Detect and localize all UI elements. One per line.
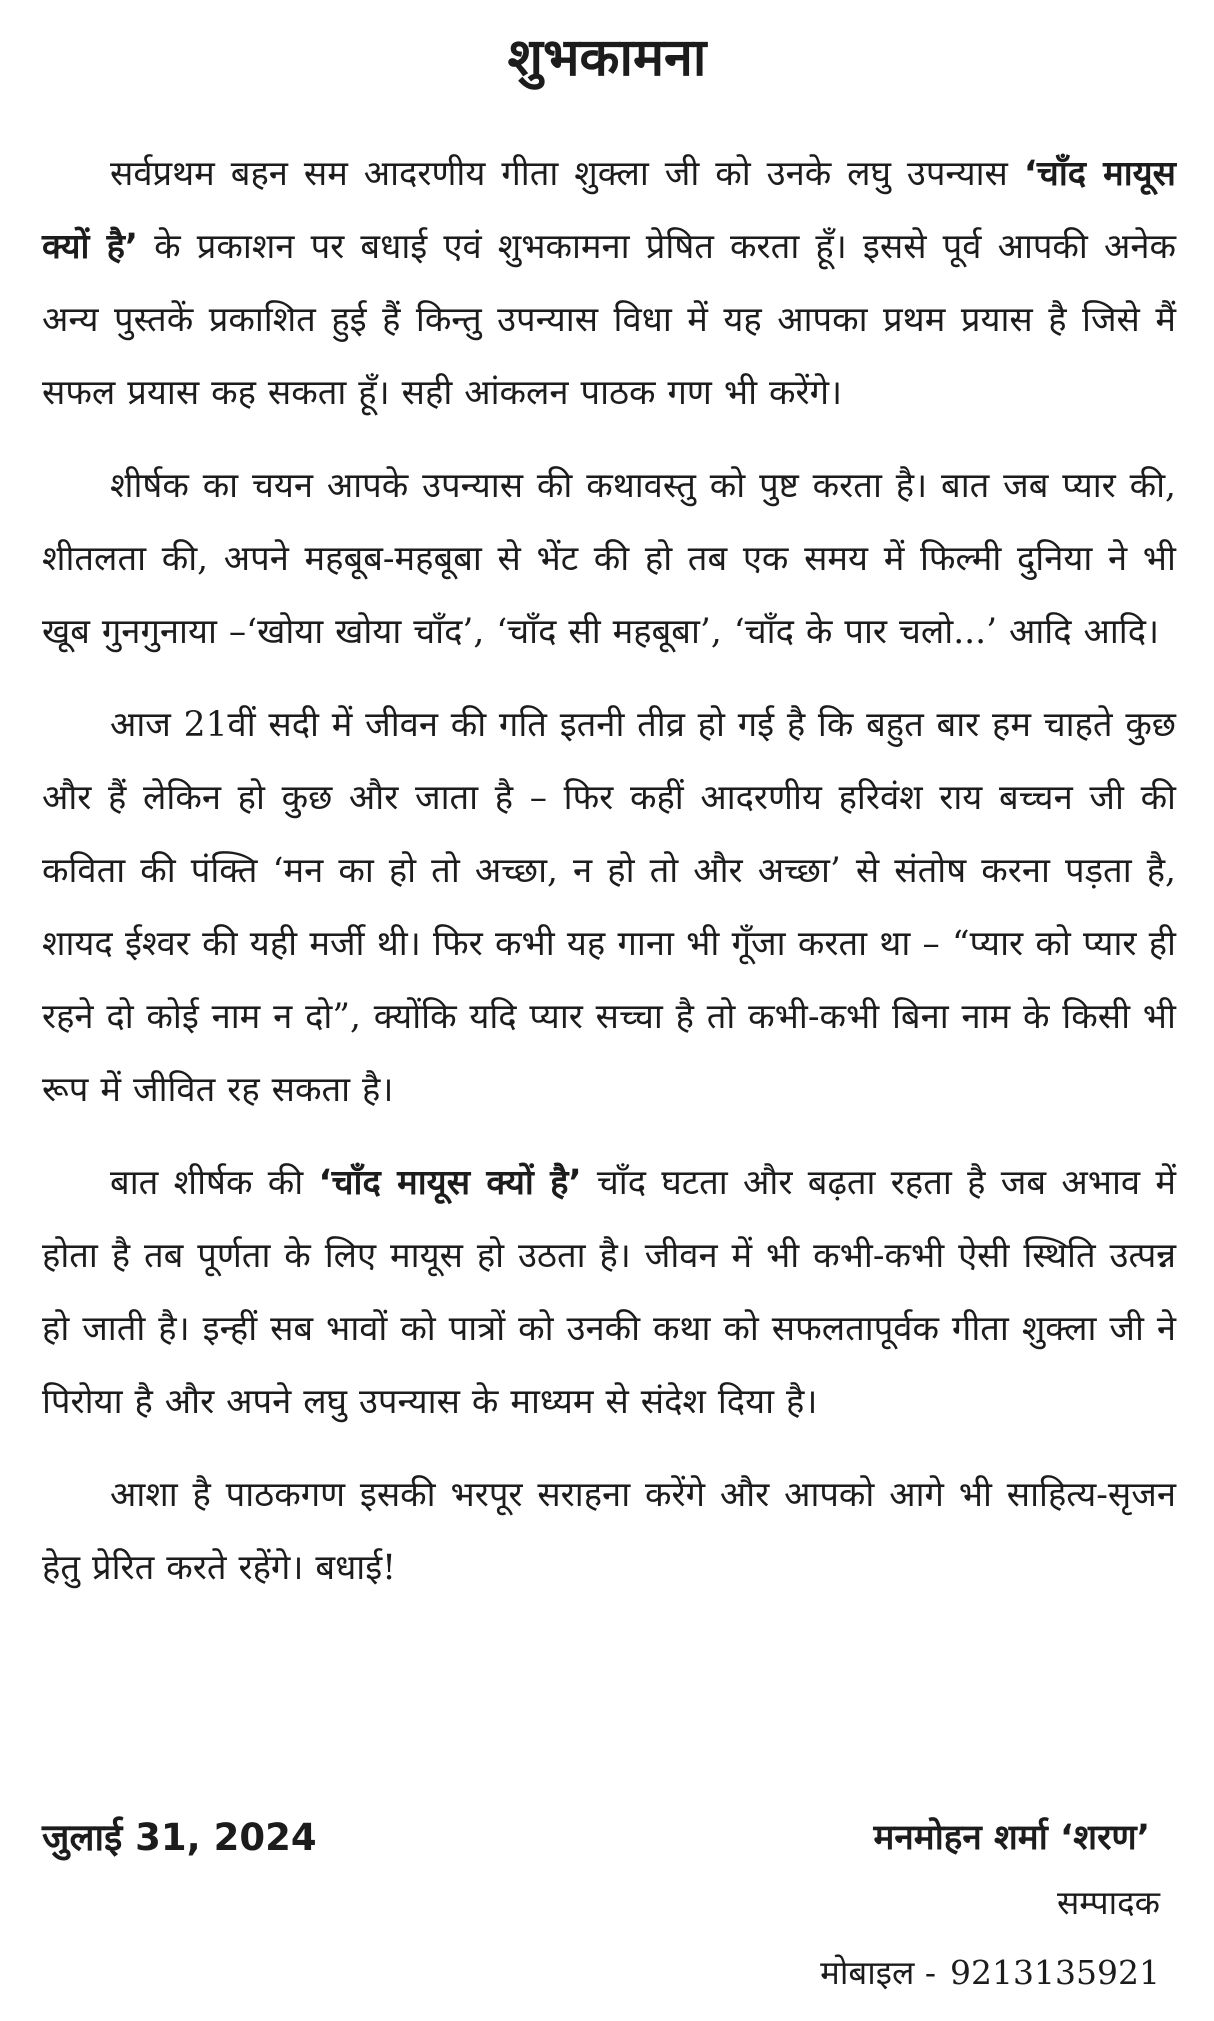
page-title: शुभकामना — [507, 28, 707, 88]
signer-role: सम्पादक — [1057, 1883, 1160, 1922]
paragraph-2 — [42, 450, 1176, 669]
book-title-bold: ‘चाँद मायूस क्यों है’ — [42, 154, 1176, 267]
paragraph-1 — [42, 138, 1176, 430]
signer-mobile — [820, 1938, 1160, 2008]
letter-date: जुलाई 31, 2024 — [42, 1816, 317, 1859]
paragraph-4-text-cont: चाँद घटता और बढ़ता रहता है जब अभाव में होता है तब पूर्णता के लिए मायूस हो उठता है। जीवन में भी कभी-कभी ऐसी स्थिति उत्पन्न हो जाती है। इन्हीं सब भावों को पात्रों को उनकी कथा को सफलतापूर्वक गीता शुक्ला जी ने पिरोया है और अपने लघु उपन्यास के माध्यम से संदेश दिया है। — [42, 1163, 1177, 1422]
mobile-label: मोबाइल - — [820, 1953, 937, 1992]
signature-block — [820, 1808, 1160, 2008]
paragraph-3-text: आज 21वीं सदी में जीवन की गति इतनी तीव्र हो गई है कि बहुत बार हम चाहते कुछ और हैं लेकिन हो कुछ और जाता है – फिर कहीं आदरणीय हरिवंश राय बच्चन जी की कविता की पंक्ति ‘मन का हो तो अच्छा, न हो तो और अच्छा’ से संतोष करना पड़ता है, शायद ईश्वर की यही मर्जी थी। फिर कभी यह गाना भी गूँजा करता था – “प्यार को प्यार ही रहने दो कोई नाम न दो”, क्योंकि यदि प्यार सच्चा है तो कभी-कभी बिना नाम के किसी भी रूप में जीवित रह सकता है। — [42, 705, 1176, 1110]
paragraph-3 — [42, 689, 1176, 1127]
paragraph-5 — [42, 1459, 1176, 1605]
paragraph-4-text: बात शीर्षक की — [110, 1163, 319, 1203]
paragraph-4 — [42, 1147, 1176, 1439]
paragraph-1-text-cont: के प्रकाशन पर बधाई एवं शुभकामना प्रेषित करता हूँ। इससे पूर्व आपकी अनेक अन्य पुस्तकें प्रकाशित हुई हैं किन्तु उपन्यास विधा में यह आपका प्रथम प्रयास है जिसे मैं सफल प्रयास कह सकता हूँ। सही आंकलन पाठक गण भी करेंगे। — [42, 227, 1176, 413]
paragraph-2-text: शीर्षक का चयन आपके उपन्यास की कथावस्तु को पुष्ट करता है। बात जब प्यार की, शीतलता की, अपने महबूब-महबूबा से भेंट की हो तब एक समय में फिल्मी दुनिया ने भी खूब गुनगुनाया –‘खोया खोया चाँद’, ‘चाँद सी महबूबा’, ‘चाँद के पार चलो...’ आदि आदि। — [42, 466, 1176, 652]
mobile-number: 9213135921 — [950, 1953, 1160, 1992]
paragraph-5-text: आशा है पाठकगण इसकी भरपूर सराहना करेंगे और आपको आगे भी साहित्य-सृजन हेतु प्रेरित करते रहेंगे। बधाई! — [42, 1475, 1176, 1588]
book-title-bold: ‘चाँद मायूस क्यों है’ — [318, 1163, 582, 1203]
signer-name: मनमोहन शर्मा ‘शरण’ — [873, 1818, 1150, 1858]
document-body — [42, 138, 1176, 1625]
paragraph-1-text: सर्वप्रथम बहन सम आदरणीय गीता शुक्ला जी को उनके लघु उपन्यास — [110, 154, 1024, 194]
